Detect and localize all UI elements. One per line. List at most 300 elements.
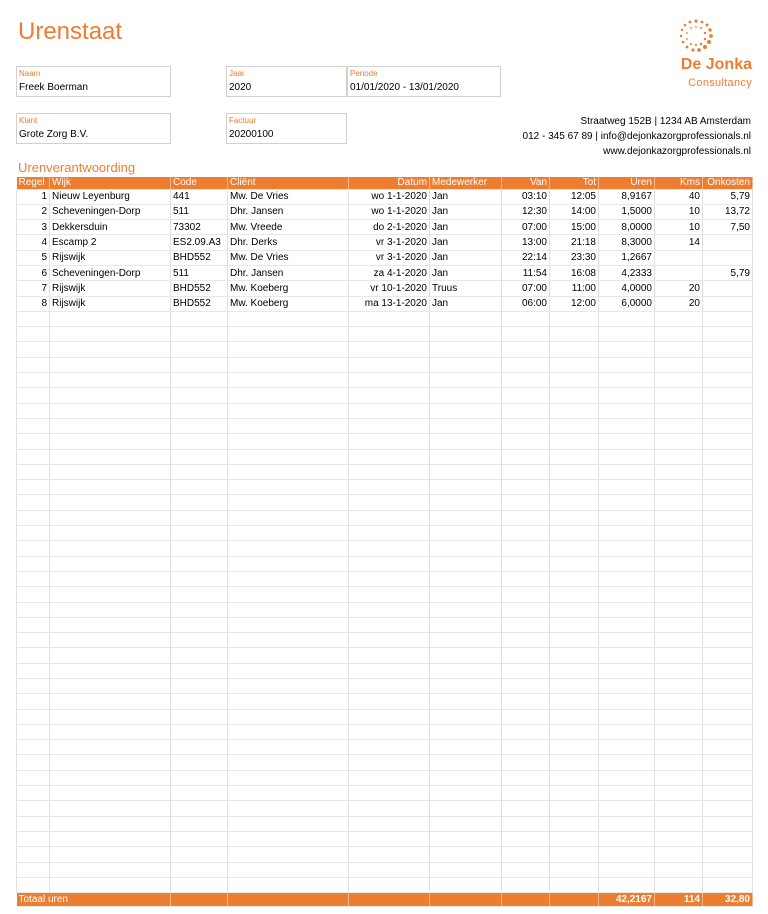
cell-tot[interactable] [550, 571, 599, 586]
cell-regel[interactable] [17, 648, 50, 663]
col-regel[interactable]: Regel [17, 177, 50, 189]
cell-uren[interactable]: 8,0000 [599, 220, 655, 235]
cell-van[interactable] [502, 587, 550, 602]
cell-regel[interactable] [17, 510, 50, 525]
cell-van[interactable] [502, 770, 550, 785]
cell-onkosten[interactable] [703, 617, 753, 632]
cell-tot[interactable] [550, 786, 599, 801]
cell-onkosten[interactable] [703, 327, 753, 342]
cell-uren[interactable] [599, 648, 655, 663]
cell-tot[interactable]: 12:05 [550, 189, 599, 204]
cell-client[interactable] [228, 755, 349, 770]
cell-code[interactable] [171, 510, 228, 525]
cell-datum[interactable] [349, 571, 430, 586]
cell-tot[interactable] [550, 633, 599, 648]
cell-code[interactable] [171, 786, 228, 801]
cell-medewerker[interactable] [430, 373, 502, 388]
cell-onkosten[interactable] [703, 694, 753, 709]
cell-kms[interactable] [655, 648, 703, 663]
cell-van[interactable] [502, 357, 550, 372]
cell-code[interactable] [171, 740, 228, 755]
cell-uren[interactable]: 6,0000 [599, 296, 655, 311]
cell-code[interactable] [171, 541, 228, 556]
cell-onkosten[interactable] [703, 571, 753, 586]
cell-code[interactable] [171, 770, 228, 785]
cell-van[interactable] [502, 342, 550, 357]
cell-onkosten[interactable] [703, 724, 753, 739]
cell-client[interactable] [228, 495, 349, 510]
cell-kms[interactable] [655, 480, 703, 495]
cell-onkosten[interactable] [703, 740, 753, 755]
cell-regel[interactable] [17, 663, 50, 678]
cell-uren[interactable] [599, 571, 655, 586]
cell-client[interactable]: Mw. Koeberg [228, 296, 349, 311]
cell-onkosten[interactable] [703, 709, 753, 724]
cell-datum[interactable] [349, 663, 430, 678]
cell-van[interactable] [502, 388, 550, 403]
cell-van[interactable] [502, 403, 550, 418]
cell-client[interactable] [228, 357, 349, 372]
cell-kms[interactable] [655, 709, 703, 724]
cell-medewerker[interactable] [430, 342, 502, 357]
cell-onkosten[interactable]: 7,50 [703, 220, 753, 235]
cell-tot[interactable] [550, 648, 599, 663]
cell-van[interactable] [502, 633, 550, 648]
cell-uren[interactable] [599, 801, 655, 816]
cell-code[interactable] [171, 495, 228, 510]
cell-datum[interactable] [349, 449, 430, 464]
cell-uren[interactable] [599, 770, 655, 785]
cell-kms[interactable]: 14 [655, 235, 703, 250]
cell-wijk[interactable] [50, 724, 171, 739]
cell-uren[interactable]: 1,5000 [599, 204, 655, 219]
cell-wijk[interactable] [50, 633, 171, 648]
col-van[interactable]: Van [502, 177, 550, 189]
cell-code[interactable]: BHD552 [171, 281, 228, 296]
cell-van[interactable]: 22:14 [502, 250, 550, 265]
cell-medewerker[interactable] [430, 709, 502, 724]
col-code[interactable]: Code [171, 177, 228, 189]
cell-regel[interactable] [17, 801, 50, 816]
cell-kms[interactable] [655, 311, 703, 326]
cell-regel[interactable] [17, 862, 50, 877]
cell-van[interactable] [502, 709, 550, 724]
cell-datum[interactable] [349, 403, 430, 418]
cell-medewerker[interactable] [430, 587, 502, 602]
cell-regel[interactable]: 6 [17, 265, 50, 280]
cell-wijk[interactable] [50, 541, 171, 556]
cell-onkosten[interactable] [703, 526, 753, 541]
cell-client[interactable] [228, 373, 349, 388]
cell-uren[interactable] [599, 587, 655, 602]
cell-regel[interactable] [17, 633, 50, 648]
cell-tot[interactable] [550, 602, 599, 617]
cell-wijk[interactable] [50, 403, 171, 418]
cell-code[interactable] [171, 831, 228, 846]
cell-client[interactable] [228, 801, 349, 816]
cell-onkosten[interactable] [703, 480, 753, 495]
cell-kms[interactable] [655, 571, 703, 586]
cell-kms[interactable] [655, 847, 703, 862]
cell-kms[interactable] [655, 464, 703, 479]
cell-tot[interactable] [550, 663, 599, 678]
cell-kms[interactable] [655, 755, 703, 770]
cell-code[interactable] [171, 862, 228, 877]
cell-wijk[interactable] [50, 816, 171, 831]
cell-client[interactable]: Mw. De Vries [228, 250, 349, 265]
cell-datum[interactable] [349, 770, 430, 785]
cell-onkosten[interactable] [703, 831, 753, 846]
cell-medewerker[interactable] [430, 403, 502, 418]
cell-wijk[interactable]: Rijswijk [50, 281, 171, 296]
cell-datum[interactable] [349, 495, 430, 510]
cell-datum[interactable] [349, 388, 430, 403]
cell-datum[interactable] [349, 526, 430, 541]
cell-van[interactable] [502, 373, 550, 388]
cell-client[interactable] [228, 831, 349, 846]
cell-kms[interactable] [655, 862, 703, 877]
cell-kms[interactable]: 40 [655, 189, 703, 204]
cell-tot[interactable]: 11:00 [550, 281, 599, 296]
col-client[interactable]: Cliënt [228, 177, 349, 189]
cell-regel[interactable] [17, 694, 50, 709]
cell-onkosten[interactable] [703, 633, 753, 648]
cell-van[interactable] [502, 311, 550, 326]
cell-tot[interactable] [550, 801, 599, 816]
cell-wijk[interactable] [50, 495, 171, 510]
cell-regel[interactable]: 1 [17, 189, 50, 204]
cell-code[interactable] [171, 847, 228, 862]
cell-medewerker[interactable] [430, 663, 502, 678]
cell-kms[interactable] [655, 602, 703, 617]
cell-client[interactable] [228, 862, 349, 877]
cell-tot[interactable] [550, 847, 599, 862]
cell-regel[interactable]: 3 [17, 220, 50, 235]
cell-datum[interactable] [349, 862, 430, 877]
cell-tot[interactable] [550, 311, 599, 326]
cell-tot[interactable] [550, 770, 599, 785]
cell-kms[interactable] [655, 617, 703, 632]
cell-regel[interactable] [17, 709, 50, 724]
cell-regel[interactable] [17, 816, 50, 831]
cell-onkosten[interactable] [703, 495, 753, 510]
cell-kms[interactable] [655, 694, 703, 709]
cell-regel[interactable] [17, 571, 50, 586]
cell-datum[interactable] [349, 709, 430, 724]
cell-wijk[interactable]: Nieuw Leyenburg [50, 189, 171, 204]
cell-uren[interactable]: 1,2667 [599, 250, 655, 265]
cell-medewerker[interactable] [430, 526, 502, 541]
cell-uren[interactable] [599, 449, 655, 464]
cell-code[interactable] [171, 464, 228, 479]
cell-wijk[interactable] [50, 786, 171, 801]
cell-kms[interactable] [655, 633, 703, 648]
cell-client[interactable] [228, 480, 349, 495]
cell-code[interactable]: ES2.09.A3 [171, 235, 228, 250]
cell-uren[interactable] [599, 403, 655, 418]
cell-uren[interactable] [599, 526, 655, 541]
cell-code[interactable] [171, 526, 228, 541]
cell-client[interactable] [228, 816, 349, 831]
cell-client[interactable] [228, 633, 349, 648]
cell-client[interactable] [228, 464, 349, 479]
cell-onkosten[interactable] [703, 434, 753, 449]
cell-van[interactable] [502, 449, 550, 464]
cell-kms[interactable] [655, 495, 703, 510]
cell-regel[interactable] [17, 357, 50, 372]
cell-medewerker[interactable] [430, 801, 502, 816]
cell-kms[interactable] [655, 663, 703, 678]
cell-uren[interactable] [599, 847, 655, 862]
cell-onkosten[interactable]: 13,72 [703, 204, 753, 219]
cell-client[interactable]: Mw. De Vries [228, 189, 349, 204]
cell-wijk[interactable] [50, 418, 171, 433]
cell-tot[interactable] [550, 541, 599, 556]
cell-client[interactable] [228, 327, 349, 342]
cell-uren[interactable] [599, 357, 655, 372]
cell-onkosten[interactable] [703, 786, 753, 801]
cell-datum[interactable] [349, 816, 430, 831]
cell-regel[interactable]: 5 [17, 250, 50, 265]
cell-wijk[interactable] [50, 342, 171, 357]
cell-code[interactable]: 511 [171, 265, 228, 280]
cell-van[interactable] [502, 526, 550, 541]
cell-kms[interactable] [655, 801, 703, 816]
cell-van[interactable] [502, 847, 550, 862]
cell-code[interactable] [171, 801, 228, 816]
cell-uren[interactable] [599, 373, 655, 388]
cell-datum[interactable]: do 2-1-2020 [349, 220, 430, 235]
cell-code[interactable] [171, 724, 228, 739]
cell-onkosten[interactable] [703, 877, 753, 892]
cell-code[interactable] [171, 602, 228, 617]
factuur-field[interactable] [226, 113, 347, 144]
cell-uren[interactable] [599, 755, 655, 770]
cell-datum[interactable]: wo 1-1-2020 [349, 204, 430, 219]
cell-regel[interactable] [17, 342, 50, 357]
cell-datum[interactable] [349, 694, 430, 709]
cell-tot[interactable] [550, 816, 599, 831]
cell-kms[interactable] [655, 250, 703, 265]
cell-medewerker[interactable] [430, 311, 502, 326]
cell-uren[interactable] [599, 740, 655, 755]
cell-client[interactable] [228, 617, 349, 632]
cell-van[interactable] [502, 877, 550, 892]
cell-wijk[interactable] [50, 694, 171, 709]
cell-kms[interactable] [655, 786, 703, 801]
cell-kms[interactable]: 20 [655, 281, 703, 296]
cell-uren[interactable] [599, 679, 655, 694]
jaar-field[interactable] [226, 66, 347, 97]
cell-wijk[interactable] [50, 327, 171, 342]
cell-uren[interactable] [599, 556, 655, 571]
cell-medewerker[interactable] [430, 495, 502, 510]
cell-van[interactable] [502, 648, 550, 663]
cell-client[interactable] [228, 679, 349, 694]
cell-kms[interactable] [655, 740, 703, 755]
cell-code[interactable] [171, 694, 228, 709]
cell-datum[interactable] [349, 357, 430, 372]
cell-onkosten[interactable] [703, 311, 753, 326]
cell-uren[interactable]: 8,3000 [599, 235, 655, 250]
cell-code[interactable] [171, 816, 228, 831]
cell-wijk[interactable] [50, 847, 171, 862]
cell-van[interactable]: 12:30 [502, 204, 550, 219]
cell-onkosten[interactable] [703, 373, 753, 388]
cell-onkosten[interactable] [703, 296, 753, 311]
cell-tot[interactable] [550, 755, 599, 770]
cell-client[interactable] [228, 648, 349, 663]
cell-medewerker[interactable] [430, 449, 502, 464]
cell-code[interactable] [171, 663, 228, 678]
cell-wijk[interactable] [50, 357, 171, 372]
cell-client[interactable] [228, 449, 349, 464]
cell-client[interactable] [228, 770, 349, 785]
cell-datum[interactable]: vr 10-1-2020 [349, 281, 430, 296]
cell-tot[interactable]: 12:00 [550, 296, 599, 311]
cell-van[interactable] [502, 663, 550, 678]
cell-medewerker[interactable] [430, 877, 502, 892]
cell-kms[interactable] [655, 770, 703, 785]
cell-tot[interactable] [550, 418, 599, 433]
cell-uren[interactable] [599, 495, 655, 510]
cell-client[interactable] [228, 311, 349, 326]
cell-uren[interactable]: 4,2333 [599, 265, 655, 280]
cell-uren[interactable] [599, 724, 655, 739]
cell-code[interactable] [171, 709, 228, 724]
cell-code[interactable]: BHD552 [171, 250, 228, 265]
cell-onkosten[interactable] [703, 862, 753, 877]
cell-datum[interactable] [349, 679, 430, 694]
cell-code[interactable] [171, 388, 228, 403]
cell-medewerker[interactable] [430, 571, 502, 586]
cell-onkosten[interactable] [703, 770, 753, 785]
cell-medewerker[interactable] [430, 556, 502, 571]
cell-regel[interactable] [17, 495, 50, 510]
cell-onkosten[interactable] [703, 556, 753, 571]
cell-client[interactable]: Dhr. Jansen [228, 204, 349, 219]
cell-regel[interactable] [17, 526, 50, 541]
cell-onkosten[interactable]: 5,79 [703, 189, 753, 204]
cell-datum[interactable] [349, 556, 430, 571]
cell-code[interactable] [171, 311, 228, 326]
cell-datum[interactable] [349, 724, 430, 739]
cell-kms[interactable] [655, 526, 703, 541]
cell-kms[interactable] [655, 449, 703, 464]
cell-van[interactable] [502, 434, 550, 449]
cell-kms[interactable] [655, 724, 703, 739]
cell-regel[interactable]: 8 [17, 296, 50, 311]
cell-regel[interactable] [17, 740, 50, 755]
cell-van[interactable] [502, 740, 550, 755]
cell-tot[interactable] [550, 388, 599, 403]
cell-van[interactable] [502, 801, 550, 816]
cell-kms[interactable] [655, 816, 703, 831]
cell-client[interactable] [228, 571, 349, 586]
cell-client[interactable] [228, 342, 349, 357]
cell-client[interactable] [228, 877, 349, 892]
cell-kms[interactable] [655, 265, 703, 280]
cell-van[interactable] [502, 831, 550, 846]
cell-datum[interactable] [349, 480, 430, 495]
cell-code[interactable] [171, 877, 228, 892]
cell-kms[interactable] [655, 679, 703, 694]
cell-datum[interactable] [349, 755, 430, 770]
cell-uren[interactable] [599, 311, 655, 326]
cell-code[interactable] [171, 480, 228, 495]
cell-tot[interactable] [550, 526, 599, 541]
cell-onkosten[interactable] [703, 388, 753, 403]
cell-tot[interactable] [550, 510, 599, 525]
cell-medewerker[interactable] [430, 327, 502, 342]
cell-medewerker[interactable] [430, 679, 502, 694]
cell-code[interactable]: BHD552 [171, 296, 228, 311]
cell-datum[interactable] [349, 801, 430, 816]
cell-van[interactable] [502, 418, 550, 433]
cell-code[interactable] [171, 434, 228, 449]
cell-datum[interactable] [349, 373, 430, 388]
cell-code[interactable] [171, 633, 228, 648]
cell-medewerker[interactable] [430, 816, 502, 831]
cell-medewerker[interactable] [430, 480, 502, 495]
cell-wijk[interactable] [50, 709, 171, 724]
cell-uren[interactable] [599, 831, 655, 846]
cell-onkosten[interactable] [703, 281, 753, 296]
cell-regel[interactable] [17, 434, 50, 449]
cell-datum[interactable]: za 4-1-2020 [349, 265, 430, 280]
cell-onkosten[interactable] [703, 342, 753, 357]
cell-wijk[interactable] [50, 877, 171, 892]
cell-van[interactable] [502, 755, 550, 770]
cell-wijk[interactable] [50, 740, 171, 755]
cell-medewerker[interactable] [430, 847, 502, 862]
cell-medewerker[interactable] [430, 740, 502, 755]
cell-code[interactable] [171, 617, 228, 632]
periode-field[interactable] [347, 66, 501, 97]
cell-uren[interactable] [599, 418, 655, 433]
cell-onkosten[interactable] [703, 250, 753, 265]
cell-client[interactable] [228, 526, 349, 541]
cell-tot[interactable]: 23:30 [550, 250, 599, 265]
cell-code[interactable] [171, 373, 228, 388]
cell-kms[interactable] [655, 403, 703, 418]
cell-client[interactable] [228, 434, 349, 449]
cell-code[interactable]: 511 [171, 204, 228, 219]
cell-tot[interactable]: 16:08 [550, 265, 599, 280]
cell-medewerker[interactable] [430, 434, 502, 449]
cell-van[interactable] [502, 480, 550, 495]
cell-datum[interactable] [349, 831, 430, 846]
cell-code[interactable] [171, 357, 228, 372]
cell-onkosten[interactable] [703, 847, 753, 862]
cell-tot[interactable] [550, 556, 599, 571]
cell-medewerker[interactable] [430, 755, 502, 770]
cell-onkosten[interactable] [703, 648, 753, 663]
cell-van[interactable]: 07:00 [502, 281, 550, 296]
cell-medewerker[interactable] [430, 464, 502, 479]
cell-client[interactable] [228, 663, 349, 678]
cell-kms[interactable] [655, 434, 703, 449]
cell-wijk[interactable] [50, 434, 171, 449]
cell-uren[interactable] [599, 816, 655, 831]
cell-regel[interactable] [17, 831, 50, 846]
cell-medewerker[interactable] [430, 724, 502, 739]
cell-uren[interactable] [599, 434, 655, 449]
cell-van[interactable] [502, 556, 550, 571]
cell-onkosten[interactable] [703, 602, 753, 617]
cell-wijk[interactable] [50, 831, 171, 846]
cell-uren[interactable] [599, 388, 655, 403]
